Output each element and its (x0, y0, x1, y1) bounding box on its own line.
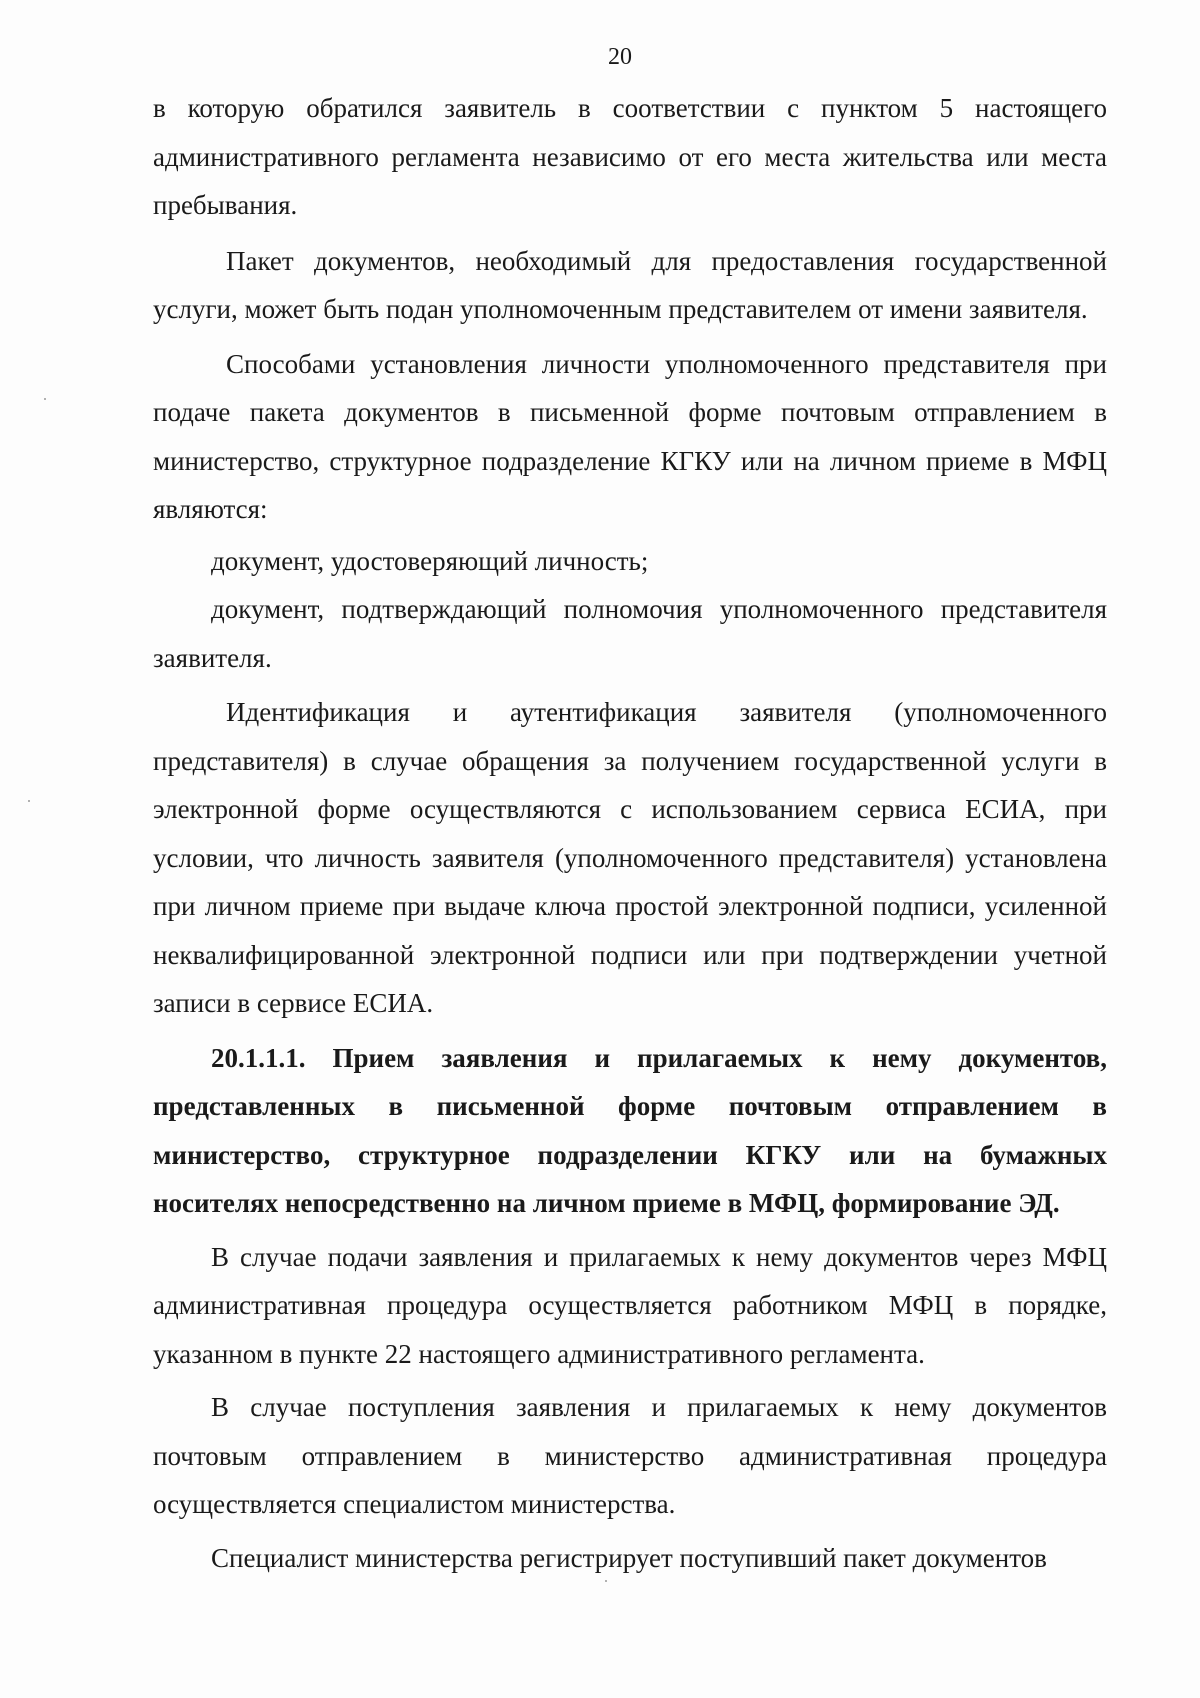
list-item-authority-document: документ, подтверждающий полномочия уполномоченного представителя заявителя. (153, 594, 1107, 673)
paragraph-identification: Идентификация и аутентификация заявителя (уполномоченного представителя) в случае обращения за получением государственной услуги в электронной форме осуществляются с использованием сервиса ЕСИА, при условии, что личность заявителя (уполномоченного представителя) установлена при личном приеме при выдаче ключа простой электронной подписи, усиленной неквалифицированной электронной подписи или при подтверждении учетной записи в сервисе ЕСИА. (153, 697, 1107, 1018)
paragraph-postal-submission: В случае поступления заявления и прилагаемых к нему документов почтовым отправлением в министерство административная процедура осуществляется специалистом министерства. (153, 1392, 1107, 1519)
paragraph-continuation: в которую обратился заявитель в соответствии с пунктом 5 настоящего административного регламента независимо от его места жительства или места пребывания. (153, 93, 1107, 220)
scan-speck (605, 1580, 607, 1582)
paragraph-mfc-submission: В случае подачи заявления и прилагаемых к нему документов через МФЦ административная процедура осуществляется работником МФЦ в порядке, указанном в пункте 22 настоящего административного регламента. (153, 1241, 1107, 1369)
section-heading-20-1-1-1: 20.1.1.1. Прием заявления и прилагаемых к нему документов, представленных в письменной форме почтовым отправлением в министерство, структурное подразделении КГКУ или на бумажных носителях непосредственно на личном приеме в МФЦ, формирование ЭД. (153, 1042, 1107, 1218)
document-body (153, 84, 1107, 1582)
scan-speck (44, 398, 46, 400)
list-item-identity-document: документ, удостоверяющий личность; (211, 545, 649, 576)
page-number: 20 (608, 44, 632, 70)
scan-speck (28, 800, 30, 802)
paragraph-representative: Пакет документов, необходимый для предоставления государственной услуги, может быть подан уполномоченным представителем от имени заявителя. (153, 245, 1107, 324)
paragraph-registration: Специалист министерства регистрирует поступивший пакет документов (211, 1542, 1047, 1573)
paragraph-identity-methods: Способами установления личности уполномоченного представителя при подаче пакета документов в письменной форме почтовым отправлением в министерство, структурное подразделение КГКУ или на личном приеме в МФЦ являются: (153, 348, 1107, 524)
